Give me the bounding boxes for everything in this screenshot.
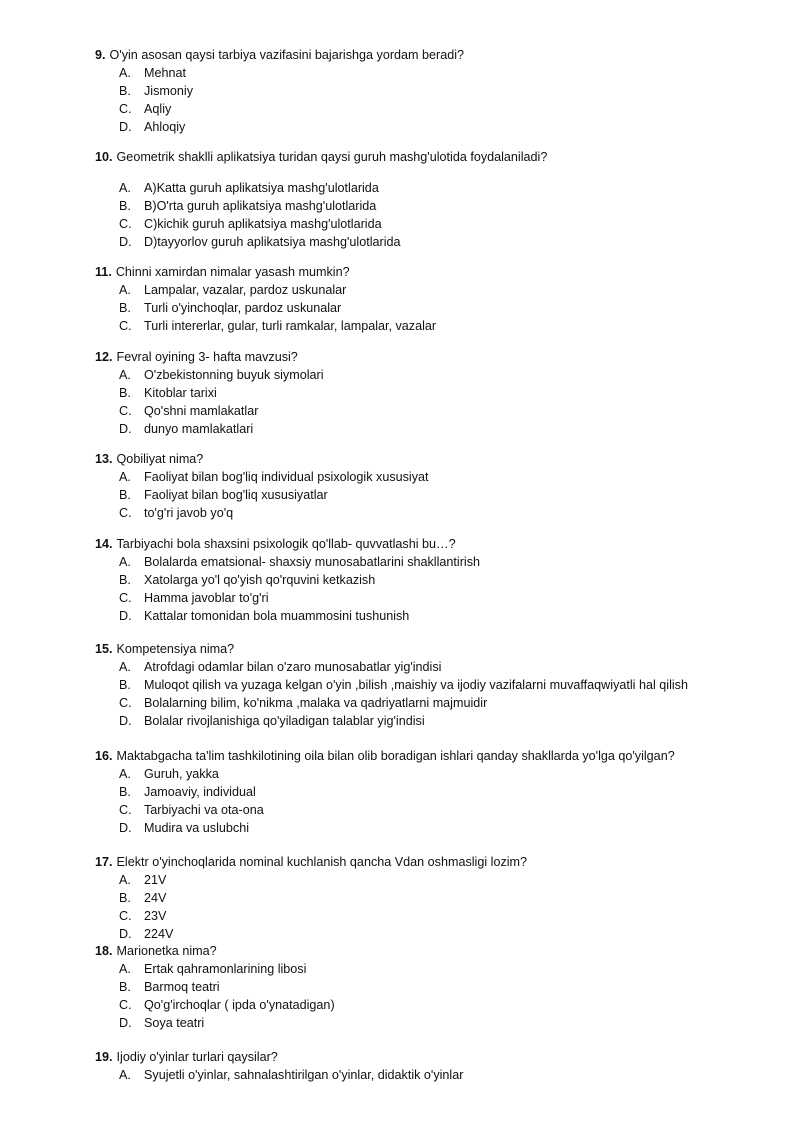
question-10-options — [95, 179, 780, 251]
option: B. Barmoq teatri — [119, 980, 220, 994]
option: C. Qo'shni mamlakatlar — [119, 404, 259, 418]
option: B. Jamoaviy, individual — [119, 785, 256, 799]
option: C. Bolalarning bilim, ko'nikma ,malaka va qadriyatlarni majmuidir — [119, 696, 488, 710]
option: D. 224V — [119, 927, 174, 941]
question-number: 13. — [95, 452, 113, 466]
option: D. Ahloqiy — [119, 120, 186, 134]
question-text: Chinni xamirdan nimalar yasash mumkin? — [115, 265, 350, 279]
option: C. Qo'g'irchoqlar ( ipda o'ynatadigan) — [119, 998, 335, 1012]
question-19 — [95, 1048, 780, 1084]
question-11 — [95, 263, 780, 335]
question-text: Maktabgacha ta'lim tashkilotining oila bilan olib boradigan ishlari qanday shakllarda yo'lga qo'yilgan? — [116, 749, 675, 763]
question-text: Kompetensiya nima? — [116, 642, 235, 656]
option: C. to'g'ri javob yo'q — [119, 506, 234, 520]
question-text: Tarbiyachi bola shaxsini psixologik qo'llab- quvvatlashi bu…? — [116, 537, 456, 551]
option: A. 21V — [119, 873, 167, 887]
option: A. Mehnat — [119, 66, 187, 80]
question-number: 14. — [95, 537, 113, 551]
option: B. Jismoniy — [119, 84, 193, 98]
option: D. D)tayyorlov guruh aplikatsiya mashg'ulotlarida — [119, 235, 401, 249]
option: B. Kitoblar tarixi — [119, 386, 217, 400]
option: C. Turli intererlar, gular, turli ramkalar, lampalar, vazalar — [119, 319, 437, 333]
option: B. B)O'rta guruh aplikatsiya mashg'ulotlarida — [119, 199, 377, 213]
option: A. Lampalar, vazalar, pardoz uskunalar — [119, 283, 347, 297]
option: C. Tarbiyachi va ota-ona — [119, 803, 264, 817]
question-number: 10. — [95, 150, 113, 164]
option: B. Xatolarga yo'l qo'yish qo'rquvini ketkazish — [119, 573, 376, 587]
question-18 — [95, 942, 780, 1032]
option: D. Kattalar tomonidan bola muammosini tushunish — [119, 609, 410, 623]
option: C. Aqliy — [119, 102, 172, 116]
option: A. Atrofdagi odamlar bilan o'zaro munosabatlar yig'indisi — [119, 660, 442, 674]
option: D. Bolalar rivojlanishiga qo'yiladigan talablar yig'indisi — [119, 714, 425, 728]
option: D. Soya teatri — [119, 1016, 205, 1030]
option: C. 23V — [119, 909, 167, 923]
question-text: Geometrik shaklli aplikatsiya turidan qaysi guruh mashg'ulotida foydalaniladi? — [116, 150, 548, 164]
question-number: 18. — [95, 944, 113, 958]
question-text: O'yin asosan qaysi tarbiya vazifasini bajarishga yordam beradi? — [109, 48, 465, 62]
option: D. Mudira va uslubchi — [119, 821, 249, 835]
question-number: 16. — [95, 749, 113, 763]
question-15 — [95, 640, 780, 730]
question-number: 19. — [95, 1050, 113, 1064]
question-number: 12. — [95, 350, 113, 364]
option: D. dunyo mamlakatlari — [119, 422, 254, 436]
question-text: Fevral oyining 3- hafta mavzusi? — [116, 350, 298, 364]
question-12 — [95, 348, 780, 438]
option: A. Guruh, yakka — [119, 767, 219, 781]
option: A. Syujetli o'yinlar, sahnalashtirilgan o'yinlar, didaktik o'yinlar — [119, 1068, 464, 1082]
option: A. A)Katta guruh aplikatsiya mashg'ulotlarida — [119, 181, 379, 195]
question-14 — [95, 535, 780, 625]
option: A. Faoliyat bilan bog'liq individual psixologik xususiyat — [119, 470, 429, 484]
question-text: Marionetka nima? — [116, 944, 217, 958]
question-number: 15. — [95, 642, 113, 656]
question-text: Elektr o'yinchoqlarida nominal kuchlanish qancha Vdan oshmasligi lozim? — [116, 855, 528, 869]
option: A. Bolalarda ematsional- shaxsiy munosabatlarini shakllantirish — [119, 555, 480, 569]
question-17 — [95, 853, 780, 943]
option: C. C)kichik guruh aplikatsiya mashg'ulotlarida — [119, 217, 382, 231]
question-number: 17. — [95, 855, 113, 869]
question-text: Ijodiy o'yinlar turlari qaysilar? — [116, 1050, 278, 1064]
question-13 — [95, 450, 780, 522]
question-number: 9. — [95, 48, 106, 62]
question-10 — [95, 148, 780, 166]
option: B. Faoliyat bilan bog'liq xususiyatlar — [119, 488, 328, 502]
question-9 — [95, 46, 780, 136]
option: A. Ertak qahramonlarining libosi — [119, 962, 307, 976]
question-16 — [95, 747, 780, 837]
option: B. 24V — [119, 891, 167, 905]
question-text: Qobiliyat nima? — [116, 452, 204, 466]
option: A. O'zbekistonning buyuk siymolari — [119, 368, 324, 382]
question-number: 11. — [95, 265, 112, 279]
option: B. Turli o'yinchoqlar, pardoz uskunalar — [119, 301, 342, 315]
option: B. Muloqot qilish va yuzaga kelgan o'yin ,bilish ,maishiy va ijodiy vazifalarni muvaffaqwiyatli hal qilish — [119, 678, 688, 692]
option: C. Hamma javoblar to'g'ri — [119, 591, 269, 605]
